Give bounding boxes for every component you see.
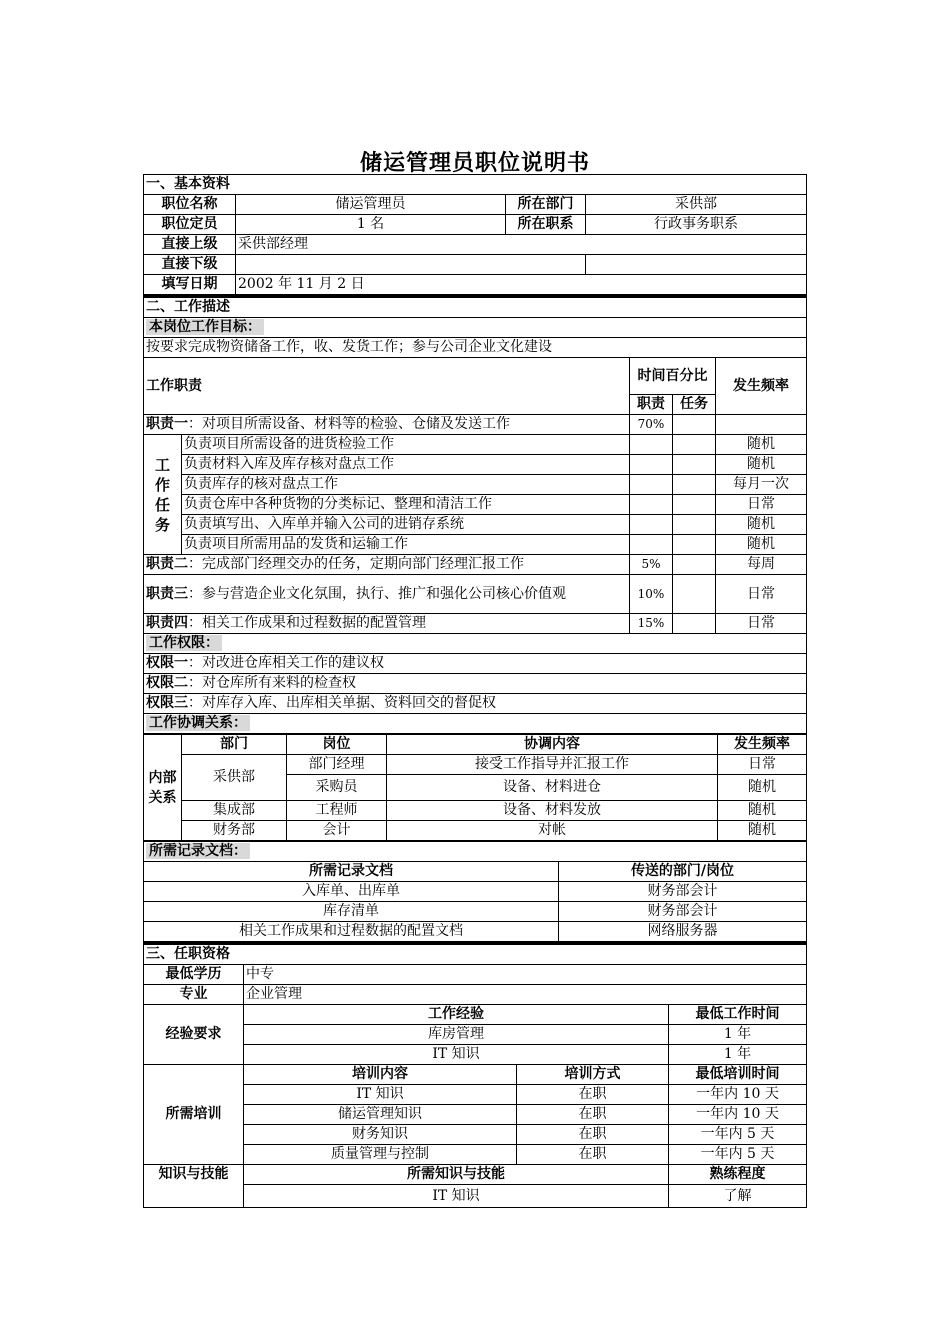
task-text: 负责仓库中各种货物的分类标记、整理和清洁工作	[182, 495, 630, 515]
duty-2-freq: 每周	[716, 555, 807, 575]
train-mode: 在职	[517, 1085, 669, 1105]
coord-content: 对帐	[387, 821, 718, 841]
exp-time-header: 最低工作时间	[669, 1005, 807, 1025]
duty-2-task-pct	[673, 555, 716, 575]
task-text: 负责填写出、入库单并输入公司的进销存系统	[182, 515, 630, 535]
section-header-basic: 一、基本资料	[144, 175, 807, 195]
task-pct-col: 任务	[673, 395, 716, 415]
task-duty-pct	[630, 455, 673, 475]
train-content: 储运管理知识	[244, 1105, 517, 1125]
doc-name: 相关工作成果和过程数据的配置文档	[144, 922, 559, 942]
task-freq: 每月一次	[716, 475, 807, 495]
train-header-time: 最低培训时间	[669, 1065, 807, 1085]
duty-4-task-pct	[673, 614, 716, 634]
job-description-sheet	[143, 174, 807, 1208]
exp-header: 工作经验	[244, 1005, 669, 1025]
major-label: 专业	[144, 985, 244, 1005]
docs-header-dest: 传送的部门/岗位	[559, 862, 807, 882]
duty-4-pct: 15%	[630, 614, 673, 634]
skill-item: IT 知识	[244, 1185, 669, 1208]
task-duty-pct	[630, 495, 673, 515]
duty-1: 职责一：对项目所需设备、材料等的检验、仓储及发送工作	[144, 415, 630, 435]
task-freq: 日常	[716, 495, 807, 515]
doc-name: 库存清单	[144, 902, 559, 922]
duty-3-freq: 日常	[716, 575, 807, 614]
skills-level-header: 熟练程度	[669, 1165, 807, 1185]
task-duty-pct	[630, 535, 673, 555]
coord-header-dept: 部门	[182, 735, 287, 755]
duty-1-task-pct	[673, 415, 716, 435]
doc-dest: 财务部会计	[559, 902, 807, 922]
coord-header-freq: 发生频率	[718, 735, 807, 755]
coord-post: 采购员	[287, 775, 387, 801]
task-text: 负责项目所需用品的发货和运输工作	[182, 535, 630, 555]
coord-freq: 随机	[718, 821, 807, 841]
duty-3-pct: 10%	[630, 575, 673, 614]
coord-dept: 集成部	[182, 801, 287, 821]
authority-1: 权限一：对改进仓库相关工作的建议权	[144, 654, 807, 674]
task-freq: 随机	[716, 515, 807, 535]
coord-dept: 财务部	[182, 821, 287, 841]
coord-post: 部门经理	[287, 755, 387, 775]
superior-value: 采供部经理	[236, 235, 807, 255]
exp-item: 库房管理	[244, 1025, 669, 1045]
superior-label: 直接上级	[144, 235, 236, 255]
doc-name: 入库单、出库单	[144, 882, 559, 902]
skills-label: 知识与技能	[144, 1165, 244, 1208]
train-content: 财务知识	[244, 1125, 517, 1145]
coord-post: 工程师	[287, 801, 387, 821]
task-text: 负责库存的核对盘点工作	[182, 475, 630, 495]
goal-text: 按要求完成物资储备工作，收、发货工作；参与公司企业文化建设	[144, 338, 807, 358]
task-pct	[673, 475, 716, 495]
major-value: 企业管理	[244, 985, 807, 1005]
goal-label: 本岗位工作目标：	[144, 318, 807, 338]
coord-content: 接受工作指导并汇报工作	[387, 755, 718, 775]
authority-label: 工作权限：	[144, 634, 807, 654]
quota-value: 1 名	[236, 215, 506, 235]
duty-3: 职责三：参与营造企业文化氛围，执行、推广和强化公司核心价值观	[144, 575, 630, 614]
skills-header: 所需知识与技能	[244, 1165, 669, 1185]
coordination-label: 工作协调关系：	[144, 714, 807, 734]
page-title: 储运管理员职位说明书	[359, 150, 590, 176]
task-freq: 随机	[716, 535, 807, 555]
train-header-mode: 培训方式	[517, 1065, 669, 1085]
duty-3-task-pct	[673, 575, 716, 614]
task-duty-pct	[630, 475, 673, 495]
subordinate-extra	[586, 255, 807, 275]
documents-label: 所需记录文档：	[144, 842, 807, 862]
train-time: 一年内 5 天	[669, 1125, 807, 1145]
coord-post: 会计	[287, 821, 387, 841]
duty-4-freq: 日常	[716, 614, 807, 634]
task-pct	[673, 455, 716, 475]
train-content: 质量管理与控制	[244, 1145, 517, 1165]
duty-2: 职责二：完成部门经理交办的任务，定期向部门经理汇报工作	[144, 555, 630, 575]
train-mode: 在职	[517, 1145, 669, 1165]
train-time: 一年内 5 天	[669, 1145, 807, 1165]
authority-2: 权限二：对仓库所有来料的检查权	[144, 674, 807, 694]
coord-content: 设备、材料发放	[387, 801, 718, 821]
dept-label: 所在部门	[506, 195, 586, 215]
job-name-label: 职位名称	[144, 195, 236, 215]
train-mode: 在职	[517, 1125, 669, 1145]
coord-freq: 日常	[718, 755, 807, 775]
exp-item: IT 知识	[244, 1045, 669, 1065]
train-content: IT 知识	[244, 1085, 517, 1105]
task-freq: 随机	[716, 455, 807, 475]
section-header-qualifications: 三、任职资格	[144, 944, 807, 965]
task-text: 负责项目所需设备的进货检验工作	[182, 435, 630, 455]
subordinate-value	[236, 255, 586, 275]
duty-column-label: 工作职责	[144, 358, 630, 415]
authority-3: 权限三：对库存入库、出库相关单据、资料回交的督促权	[144, 694, 807, 714]
task-pct	[673, 515, 716, 535]
train-time: 一年内 10 天	[669, 1105, 807, 1125]
duty-1-freq	[716, 415, 807, 435]
experience-label: 经验要求	[144, 1005, 244, 1065]
skill-level: 了解	[669, 1185, 807, 1208]
education-value: 中专	[244, 965, 807, 985]
date-value: 2002 年 11 月 2 日	[236, 275, 807, 295]
task-pct	[673, 535, 716, 555]
task-freq: 随机	[716, 435, 807, 455]
coord-header-content: 协调内容	[387, 735, 718, 755]
duty-2-pct: 5%	[630, 555, 673, 575]
frequency-label: 发生频率	[716, 358, 807, 415]
time-pct-label: 时间百分比	[630, 358, 716, 395]
train-header-content: 培训内容	[244, 1065, 517, 1085]
section-header-description: 二、工作描述	[144, 297, 807, 318]
doc-dest: 财务部会计	[559, 882, 807, 902]
basic-info-table	[143, 174, 807, 295]
task-duty-pct	[630, 515, 673, 535]
duty-1-pct: 70%	[630, 415, 673, 435]
coord-header-post: 岗位	[287, 735, 387, 755]
duty-pct-col: 职责	[630, 395, 673, 415]
coord-freq: 随机	[718, 775, 807, 801]
quota-label: 职位定员	[144, 215, 236, 235]
exp-time: 1 年	[669, 1025, 807, 1045]
job-duties-table	[143, 295, 807, 734]
task-text: 负责材料入库及库存核对盘点工作	[182, 455, 630, 475]
documents-table	[143, 841, 807, 942]
duty-4: 职责四：相关工作成果和过程数据的配置管理	[144, 614, 630, 634]
job-name-value: 储运管理员	[236, 195, 506, 215]
task-group-label: 工作任务	[144, 435, 182, 555]
internal-relation-label: 内部关系	[144, 735, 182, 841]
date-label: 填写日期	[144, 275, 236, 295]
docs-header-doc: 所需记录文档	[144, 862, 559, 882]
training-label: 所需培训	[144, 1065, 244, 1165]
qualifications-table	[143, 942, 807, 1208]
subordinate-label: 直接下级	[144, 255, 236, 275]
coord-content: 设备、材料进仓	[387, 775, 718, 801]
dept-value: 采供部	[586, 195, 807, 215]
series-label: 所在职系	[506, 215, 586, 235]
task-pct	[673, 435, 716, 455]
task-duty-pct	[630, 435, 673, 455]
train-mode: 在职	[517, 1105, 669, 1125]
task-pct	[673, 495, 716, 515]
exp-time: 1 年	[669, 1045, 807, 1065]
education-label: 最低学历	[144, 965, 244, 985]
series-value: 行政事务职系	[586, 215, 807, 235]
doc-dest: 网络服务器	[559, 922, 807, 942]
train-time: 一年内 10 天	[669, 1085, 807, 1105]
coord-dept: 采供部	[182, 755, 287, 801]
coord-freq: 随机	[718, 801, 807, 821]
coordination-table	[143, 734, 807, 841]
